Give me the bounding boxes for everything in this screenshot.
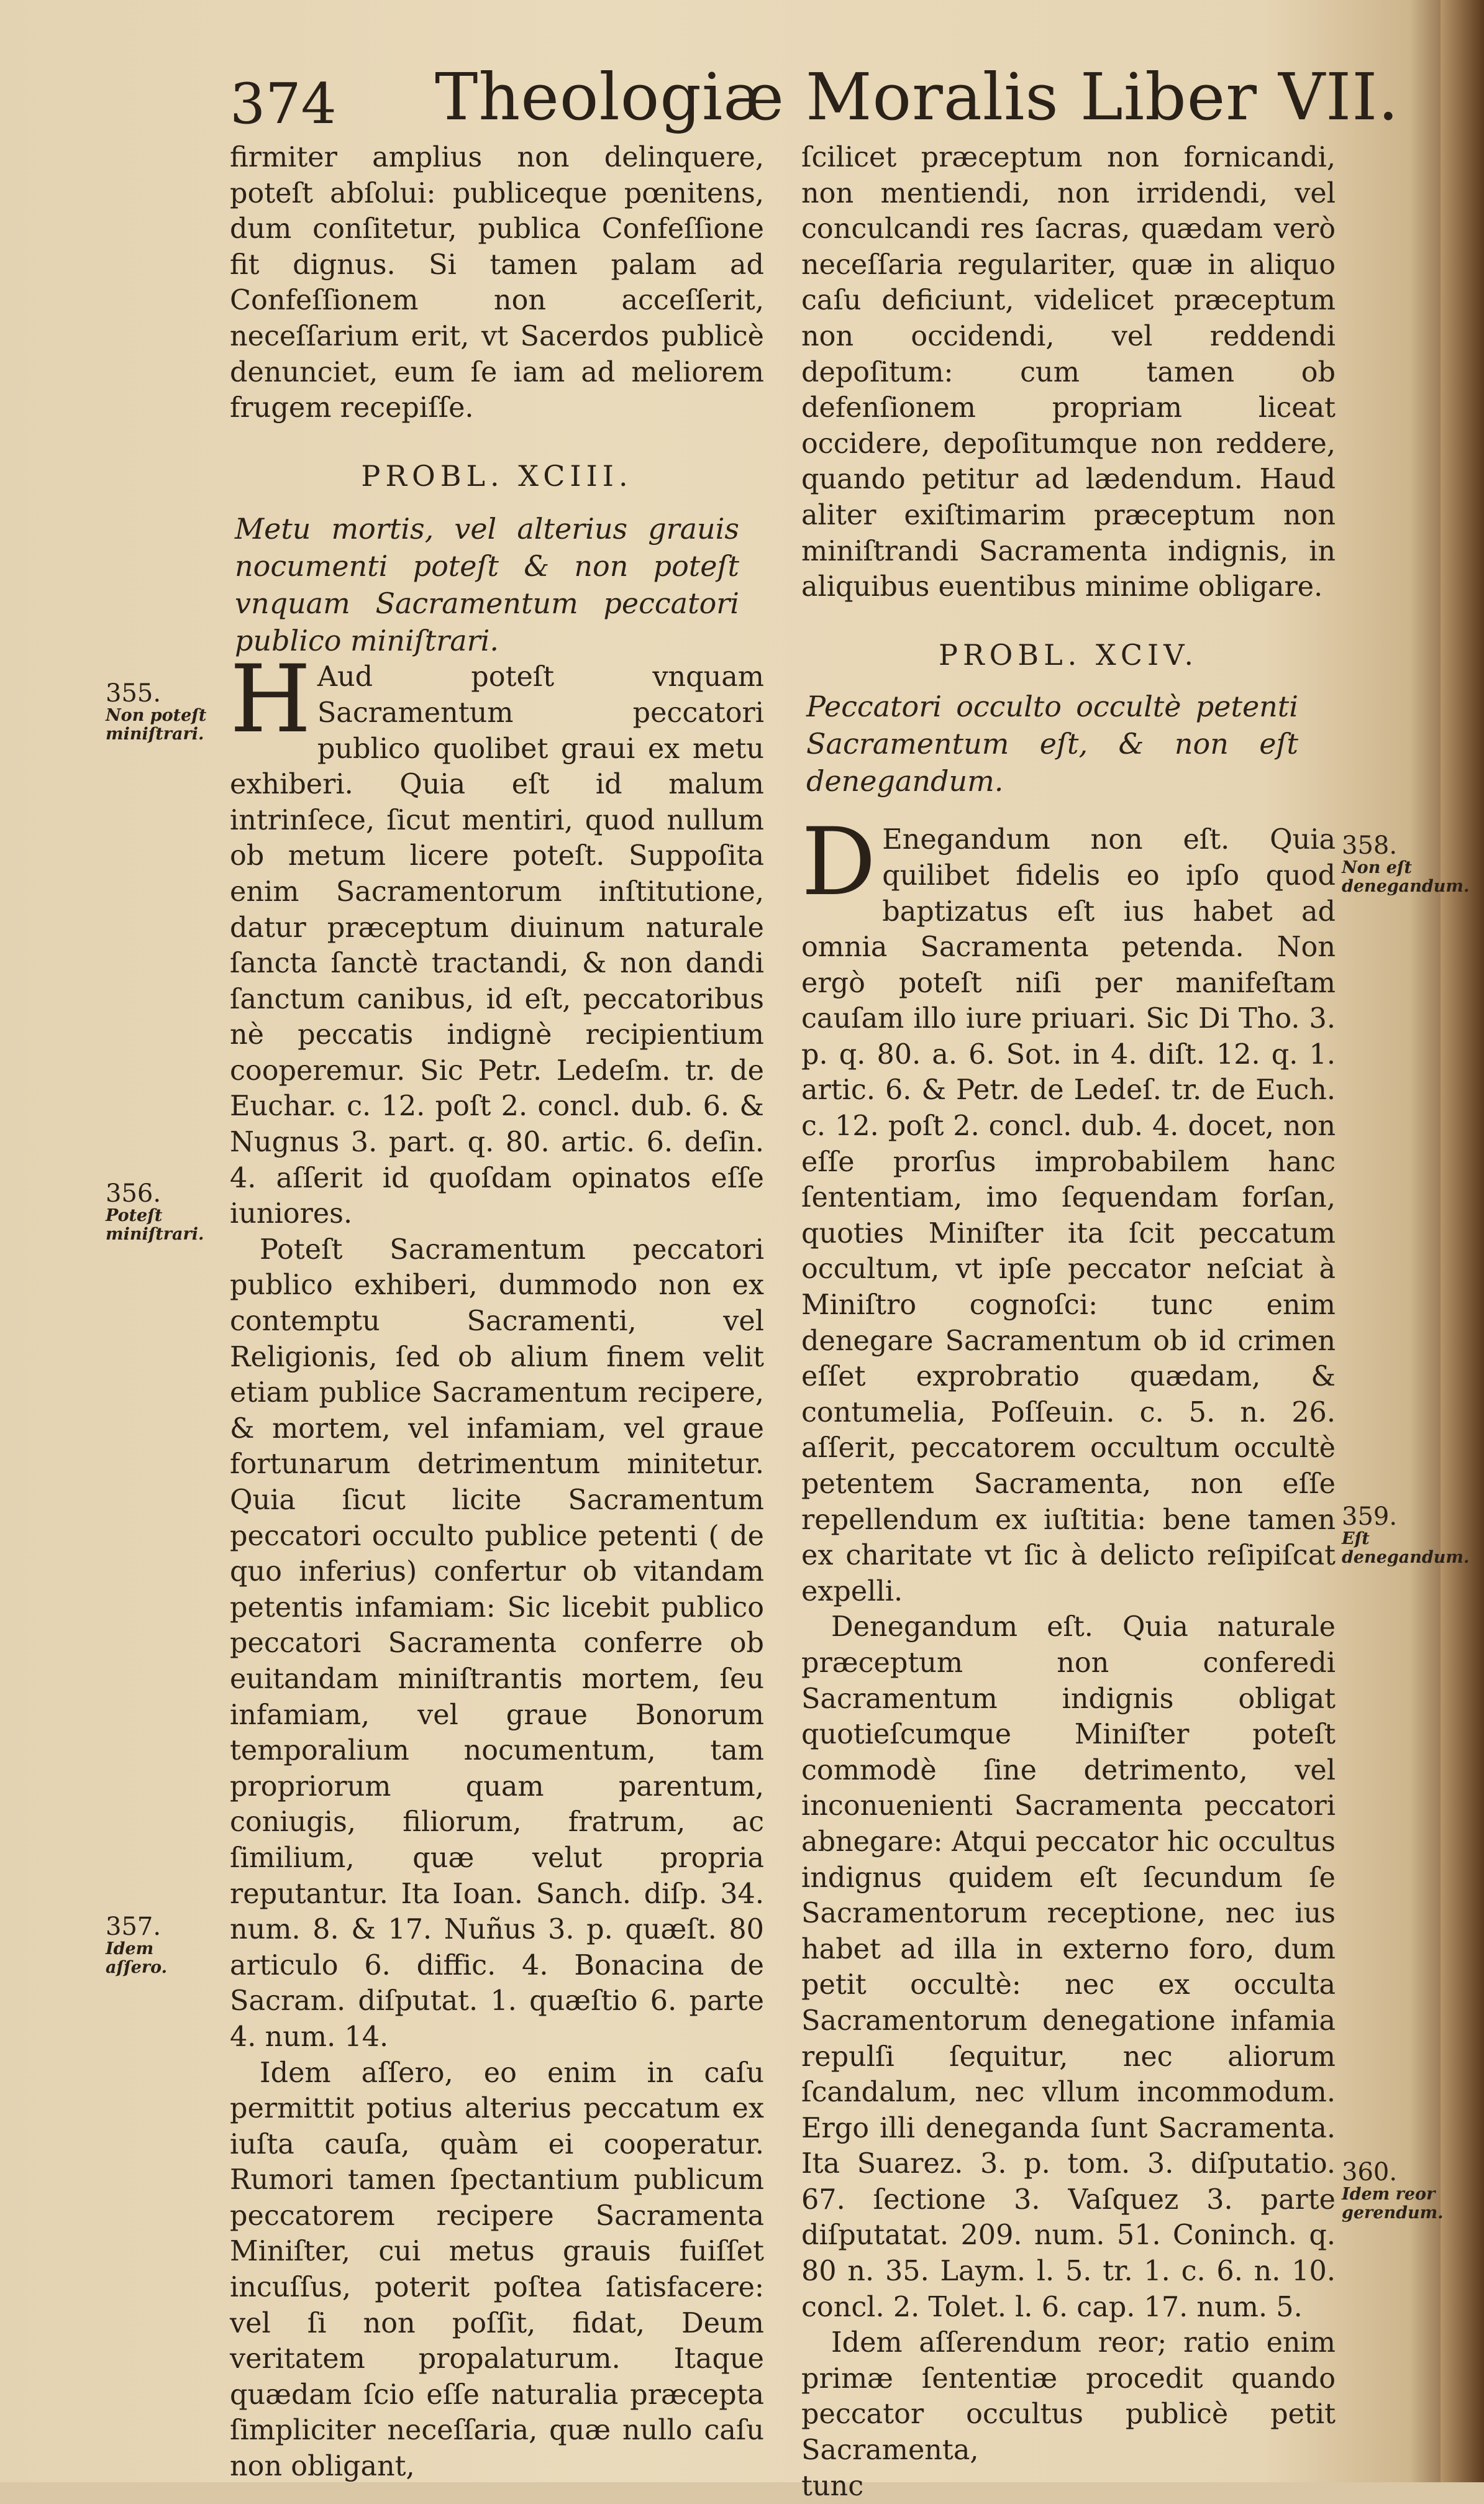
spacer bbox=[801, 800, 1336, 822]
margin-note-number: 358. bbox=[1342, 831, 1398, 860]
running-title: Theologiæ Moralis Liber VII. bbox=[435, 59, 1400, 135]
left-column bbox=[230, 140, 764, 2485]
problem-thesis: Metu mortis, vel alterius grauis nocumenti poteſt & non poteſt vnquam Sacramentum peccatori publico miniſtrari. bbox=[235, 512, 739, 658]
page-number: 374 bbox=[230, 71, 337, 137]
margin-note-text: Idem reor gerendum. bbox=[1342, 2185, 1444, 2223]
margin-note-356 bbox=[106, 1181, 211, 1244]
margin-note-359 bbox=[1342, 1502, 1470, 1567]
paragraph-text: Aud poteſt vnquam Sacramentum peccatori publico quolibet graui ex metu exhiberi. Quia eſt id malum intrinſece, ſicut mentiri, quod nullum ob metum licere poteſt. Suppoſita enim Sacramentorum inſtitutione, datur præceptum diuinum naturale ſanctа ſanctè tractandi, & non dandi ſanctum canibus, id eſt, peccatoribus nè peccatis indignè recipientium cooperemur. Sic Petr. Ledeſm. tr. de Euchar. c. 12. poſt 2. concl. dub. 6. & Nugnus 3. part. q. 80. artic. 6. deſin. 4. aſſerit id quoſdam opinatos eſſe iuniores. bbox=[230, 661, 764, 1230]
margin-note-text: Non poteſt miniſtrari. bbox=[106, 706, 207, 744]
margin-note-text: Eſt denegandum. bbox=[1342, 1529, 1470, 1567]
margin-note-355 bbox=[106, 680, 211, 744]
margin-note-number: 360. bbox=[1342, 2158, 1398, 2186]
catchword: tunc bbox=[801, 2470, 864, 2502]
paragraph-359: Denegandum eſt. Quia naturale præceptum non conferedi Sacramentum indignis obligat quotieſcumque Miniſter poteſt commodè ſine detrimento, vel inconuenienti Sacramenta peccatori abnegare: Atqui peccator hic occultus indignus quidem eſt ſecundum ſe Sacramentorum receptione, nec ius habet ad illa in externo foro, dum petit occultè: nec ex occulta Sacramentorum denegatione infamia repulſi ſequitur, nec aliorum ſcandalum, nec vllum incommodum. Ergo illi deneganda ſunt Sacramenta. Ita Suarez. 3. p. tom. 3. diſputatio. 67. ſectione 3. Vaſquez 3. parte diſputatat. 209. num. 51. Coninch. q. 80 n. 35. Laym. l. 5. tr. 1. c. 6. n. 10. concl. 2. Tolet. l. 6. cap. 17. num. 5. bbox=[801, 1611, 1336, 2323]
right-column bbox=[801, 140, 1336, 2504]
problem-thesis: Peccatori occulto occultè petenti Sacramentum eſt, & non eſt denegandum. bbox=[806, 690, 1298, 798]
paragraph-text: Enegandum non eſt. Quia quilibet fidelis eo ipſo quod baptizatus eſt ius habet ad omnia Sacramenta petenda. Non ergò poteſt niſi per manifeſtam cauſam illo iure priuari. Sic Di Tho. 3. p. q. 80. a. 6. Sot. in 4. diſt. 12. q. 1. artic. 6. & Petr. de Ledeſ. tr. de Euch. c. 12. poſt 2. concl. dub. 4. docet, non eſſe prorſus improbabilem hanc ſententiam, imo ſequendam forſan, quoties Miniſter ita ſcit peccatum occultum, vt ipſe peccator neſciat à Miniſtro cognoſci: tunc enim denegare Sacramentum ob id crimen eſſet exprobratio quædam, & contumelia, Poſſeuin. c. 5. n. 26. aſſerit, peccatorem occultum occultè petentem Sacramenta, non eſſe repellendum ex iuſtitia: bene tamen ex charitate vt ſic à delicto reſipiſcat expelli. bbox=[801, 824, 1336, 1607]
margin-note-360 bbox=[1342, 2158, 1444, 2223]
book-spine-shadow bbox=[1441, 0, 1484, 2482]
margin-note-358 bbox=[1342, 831, 1470, 896]
drop-cap: D bbox=[801, 808, 876, 917]
intro-paragraph: firmiter amplius non delinquere, poteſt abſolui: publiceque pœnitens, dum conſitetur, publica Confeſſione fit dignus. Si tamen palam ad Confeſſionem non acceſſerit, neceſſarium erit, vt Sacerdos publicè denunciet, eum ſe iam ad meliorem frugem recepiſſe. bbox=[230, 142, 764, 424]
intro-paragraph: ſcilicet præceptum non fornicandi, non mentiendi, non irridendi, vel conculcandi res ſacras, quædam verò neceſſaria regulariter, quæ in aliquo caſu deficiunt, videlicet præceptum non occidendi, vel reddendi depoſitum: cum tamen ob defenſionem propriam liceat occidere, depoſitumque non reddere, quando petitur ad lædendum. Haud aliter exiſtimarim præceptum non miniſtrandi Sacramenta indignis, in aliquibus euentibus minime obligare. bbox=[801, 142, 1336, 603]
margin-note-357 bbox=[106, 1914, 211, 1977]
margin-note-text: Poteſt miniſtrari. bbox=[106, 1206, 204, 1244]
page-header bbox=[230, 59, 1400, 140]
paragraph-360: Idem aſſerendum reor; ratio enim primæ ſententiæ procedit quando peccator occultus publicè petit Sacramenta, bbox=[801, 2327, 1336, 2467]
problem-heading: PROBL. XCIV. bbox=[939, 637, 1198, 672]
margin-note-text: Non eſt denegandum. bbox=[1342, 858, 1470, 896]
problem-heading: PROBL. XCIII. bbox=[361, 459, 633, 493]
paragraph-355 bbox=[230, 646, 764, 1232]
margin-note-number: 357. bbox=[106, 1912, 162, 1941]
margin-note-number: 356. bbox=[106, 1179, 162, 1208]
paragraph-356: Poteſt Sacramentum peccatori publico exhiberi, dummodo non ex contemptu Sacramenti, vel Religionis, ſed ob alium finem velit etiam publice Sacramentum recipere, & mortem, vel infamiam, vel graue fortunarum detrimentum minitetur. Quia ſicut licite Sacramentum peccatori occulto publice petenti ( de quo inferius) confertur ob vitandam petentis infamiam: Sic licebit publico peccatori Sacramenta conferre ob euitandam miniſtrantis mortem, ſeu infamiam, vel graue Bonorum temporalium nocumentum, tam propriorum quam parentum, coniugis, filiorum, fratrum, ac ſimilium, quæ velut propria reputantur. Ita Ioan. Sanch. diſp. 34. num. 8. & 17. Nuñus 3. p. quæſt. 80 articulo 6. diffic. 4. Bonacina de Sacram. diſputat. 1. quæſtio 6. parte 4. num. 14. bbox=[230, 1233, 764, 2053]
drop-cap: H bbox=[230, 646, 311, 754]
paragraph-358 bbox=[801, 808, 1336, 1609]
margin-note-text: Idem aſſero. bbox=[106, 1939, 168, 1977]
paragraph-357: Idem aſſero, eo enim in caſu permittit potius alterius peccatum ex iuſta cauſa, quàm ei cooperatur. Rumori tamen ſpectantium publicum peccatorem recipere Sacramenta Miniſter, cui metus grauis fuiſſet incuſſus, poterit poſtea ſatisfacere: vel ſi non poſſit, fidat, Deum veritatem propalaturum. Itaque quædam ſcio eſſe naturalia præcepta ſimpliciter neceſſaria, quæ nullo caſu non obligant, bbox=[230, 2057, 764, 2483]
margin-note-number: 359. bbox=[1342, 1502, 1398, 1531]
margin-note-number: 355. bbox=[106, 679, 162, 708]
